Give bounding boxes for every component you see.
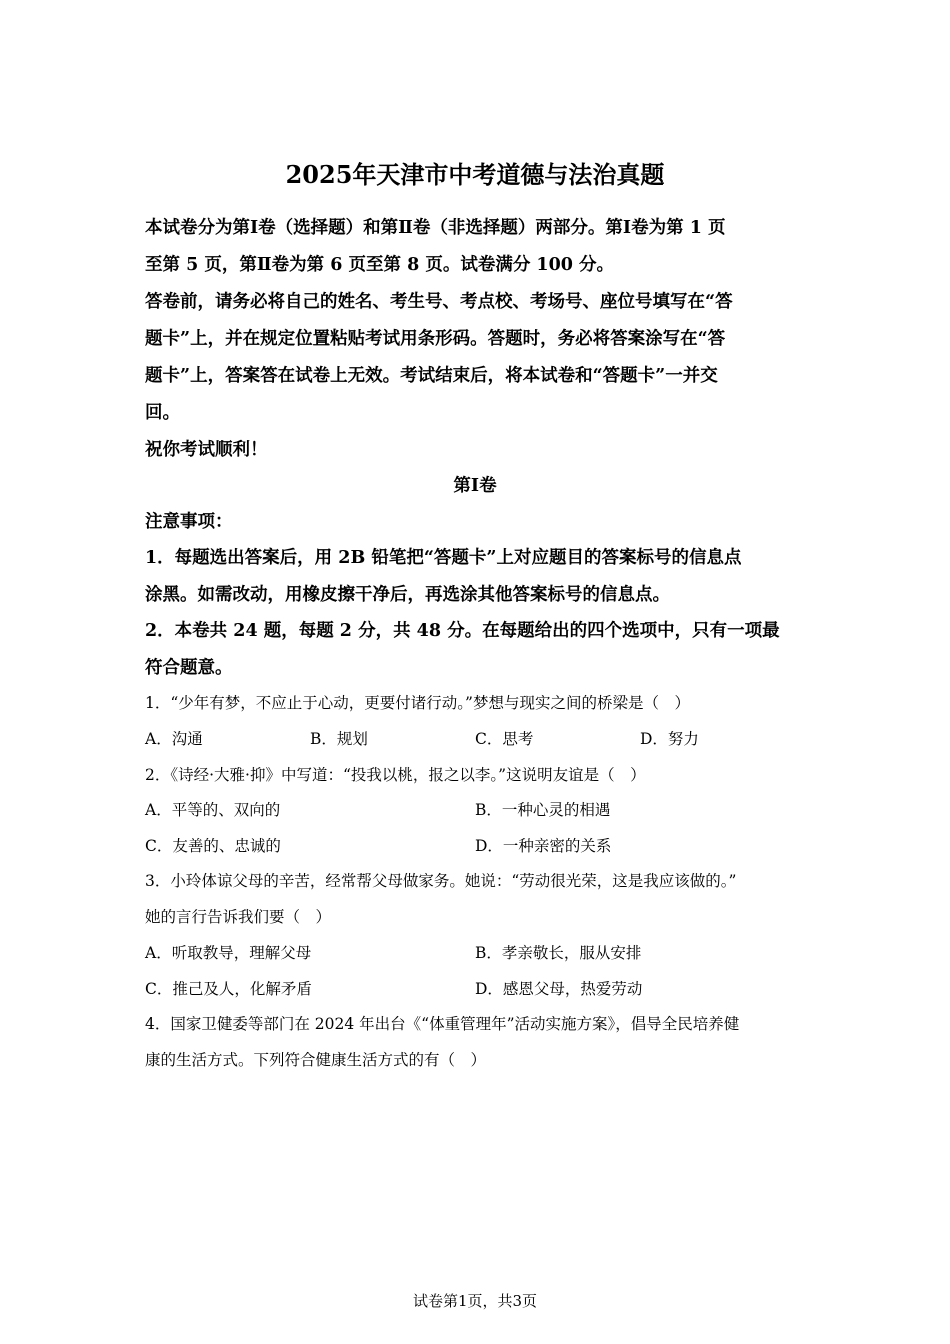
question-3-option-a: A．听取教导，理解父母 (145, 944, 312, 962)
question-3-option-d: D．感恩父母，热爱劳动 (475, 980, 643, 998)
intro-line-5: 题卡”上，答案答在试卷上无效。考试结束后，将本试卷和“答题卡”一并交 (145, 366, 718, 386)
intro-line-6: 回。 (145, 403, 180, 423)
question-3-option-c: C．推己及人，化解矛盾 (145, 980, 312, 998)
question-2-option-a: A．平等的、双向的 (145, 801, 281, 819)
question-2-option-b: B．一种心灵的相遇 (475, 801, 611, 819)
question-3-stem-line-1: 3．小玲体谅父母的辛苦，经常帮父母做家务。她说：“劳动很光荣，这是我应该做的。” (145, 872, 737, 890)
good-luck-line: 祝你考试顺利！ (145, 440, 268, 460)
question-2-option-c: C．友善的、忠诚的 (145, 837, 281, 855)
question-1-option-c: C．思考 (475, 730, 534, 748)
exam-page (145, 0, 805, 1344)
intro-line-2: 至第 5 页，第Ⅱ卷为第 6 页至第 8 页。试卷满分 100 分。 (145, 255, 615, 275)
notice-1-line-2: 涂黑。如需改动，用橡皮擦干净后，再选涂其他答案标号的信息点。 (145, 585, 670, 605)
question-1-option-b: B．规划 (310, 730, 368, 748)
intro-line-3: 答卷前，请务必将自己的姓名、考生号、考点校、考场号、座位号填写在“答 (145, 292, 733, 312)
question-2-stem: 2．《诗经·大雅·抑》中写道：“投我以桃，报之以李。”这说明友谊是（ ） (145, 766, 646, 784)
question-2-option-d: D．一种亲密的关系 (475, 837, 612, 855)
question-3-stem-line-2: 她的言行告诉我们要（ ） (145, 908, 332, 926)
intro-line-4: 题卡”上，并在规定位置粘贴考试用条形码。答题时，务必将答案涂写在“答 (145, 329, 726, 349)
notice-heading: 注意事项： (145, 512, 233, 532)
question-4-stem-line-1: 4．国家卫健委等部门在 2024 年出台《“体重管理年”活动实施方案》，倡导全民培养健 (145, 1015, 740, 1033)
page-title: 2025年天津市中考道德与法治真题 (285, 160, 665, 189)
notice-2-line-2: 符合题意。 (145, 658, 233, 678)
question-4-stem-line-2: 康的生活方式。下列符合健康生活方式的有（ ） (145, 1051, 487, 1069)
question-1-option-a: A．沟通 (145, 730, 203, 748)
question-1-option-d: D．努力 (640, 730, 699, 748)
page-footer: 试卷第1页，共3页 (412, 1292, 538, 1310)
notice-1-line-1: 1．每题选出答案后，用 2B 铅笔把“答题卡”上对应题目的答案标号的信息点 (145, 548, 742, 568)
notice-2-line-1: 2．本卷共 24 题，每题 2 分，共 48 分。在每题给出的四个选项中，只有一项最 (145, 621, 780, 641)
question-3-option-b: B．孝亲敬长，服从安排 (475, 944, 642, 962)
section-title: 第Ⅰ卷 (453, 476, 497, 496)
intro-line-1: 本试卷分为第Ⅰ卷（选择题）和第Ⅱ卷（非选择题）两部分。第Ⅰ卷为第 1 页 (145, 218, 726, 238)
question-1-stem: 1．“少年有梦，不应止于心动，更要付诸行动。”梦想与现实之间的桥梁是（ ） (145, 694, 690, 712)
